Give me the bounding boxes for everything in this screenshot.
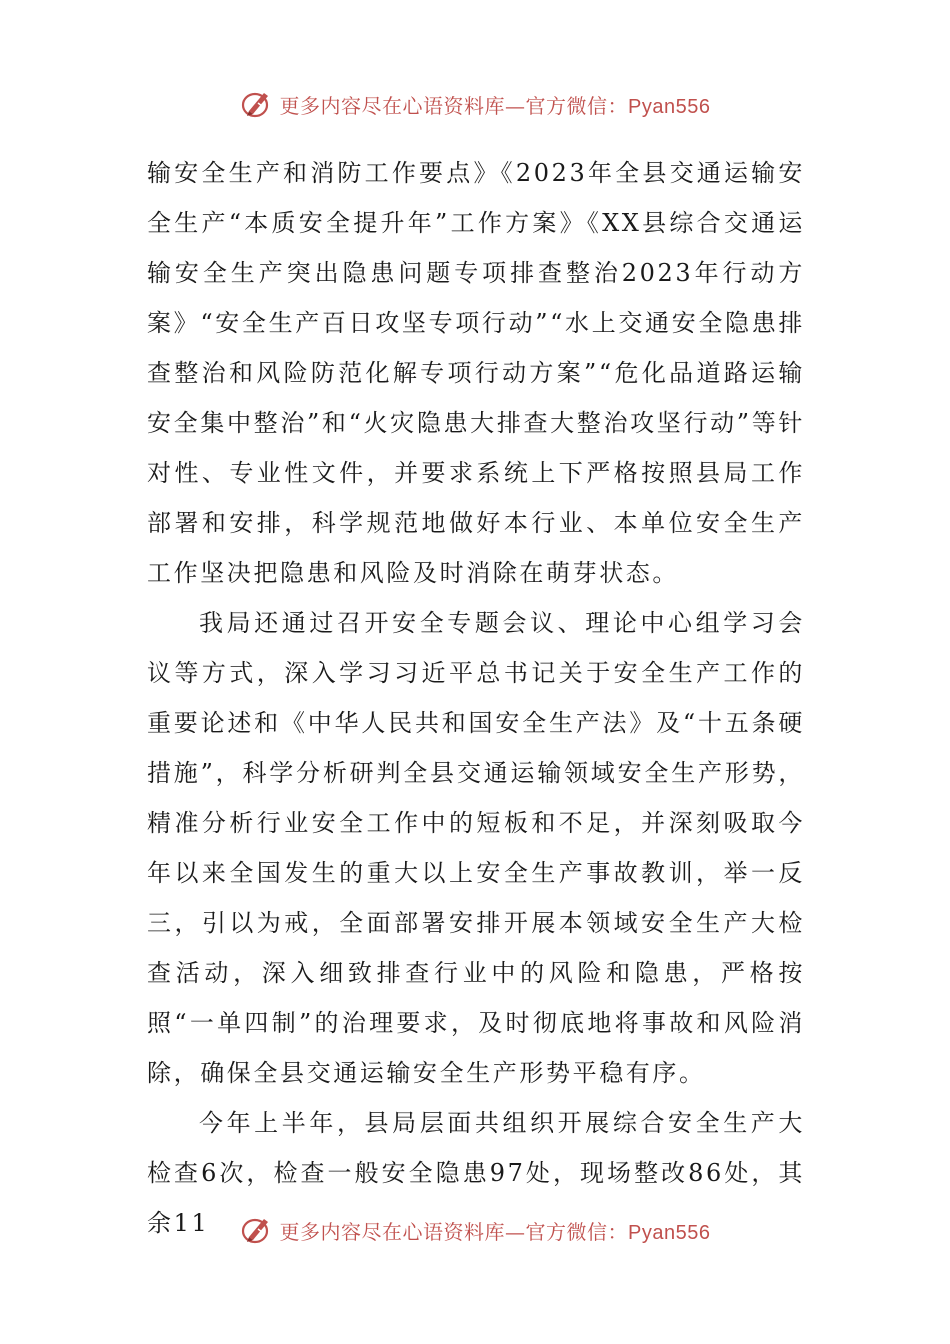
wechat-id: Pyan556 xyxy=(628,1221,711,1244)
paragraph: 今年上半年，县局层面共组织开展综合安全生产大检查6次，检查一般安全隐患97处，现场整改86处，其余11 xyxy=(147,1109,805,1237)
header-banner xyxy=(0,84,950,124)
banner-text xyxy=(280,1216,711,1245)
paragraph: 我局还通过召开安全专题会议、理论中心组学习会议等方式，深入学习习近平总书记关于安全生产工作的重要论述和《中华人民共和国安全生产法》及“十五条硬措施”，科学分析研判全县交通运输领域安全生产形势，精准分析行业安全工作中的短板和不足，并深刻吸取今年以来全国发生的重大以上安全生产事故教训，举一反三，引以为戒，全面部署安排开展本领域安全生产大检查活动，深入细致排查行业中的风险和隐患，严格按照“一单四制”的治理要求，及时彻底地将事故和风险消除，确保全县交通运输安全生产形势平稳有序。 xyxy=(147,609,805,1087)
banner-label: 更多内容尽在心语资料库—官方微信： xyxy=(279,1219,629,1244)
wechat-id: Pyan556 xyxy=(628,95,711,118)
footer-banner xyxy=(0,1210,950,1250)
pen-logo-icon xyxy=(240,87,274,121)
pen-logo-icon xyxy=(240,1213,274,1247)
document-body xyxy=(147,148,805,1248)
banner-text xyxy=(280,90,711,119)
paragraph: 输安全生产和消防工作要点》《2023年全县交通运输安全生产“本质安全提升年”工作方案》《XX县综合交通运输安全生产突出隐患问题专项排查整治2023年行动方案》“安全生产百日攻坚专项行动”“水上交通安全隐患排查整治和风险防范化解专项行动方案”“危化品道路运输安全集中整治”和“火灾隐患大排查大整治攻坚行动”等针对性、专业性文件，并要求系统上下严格按照县局工作部署和安排，科学规范地做好本行业、本单位安全生产工作坚决把隐患和风险及时消除在萌芽状态。 xyxy=(147,159,805,587)
banner-label: 更多内容尽在心语资料库—官方微信： xyxy=(279,93,629,118)
